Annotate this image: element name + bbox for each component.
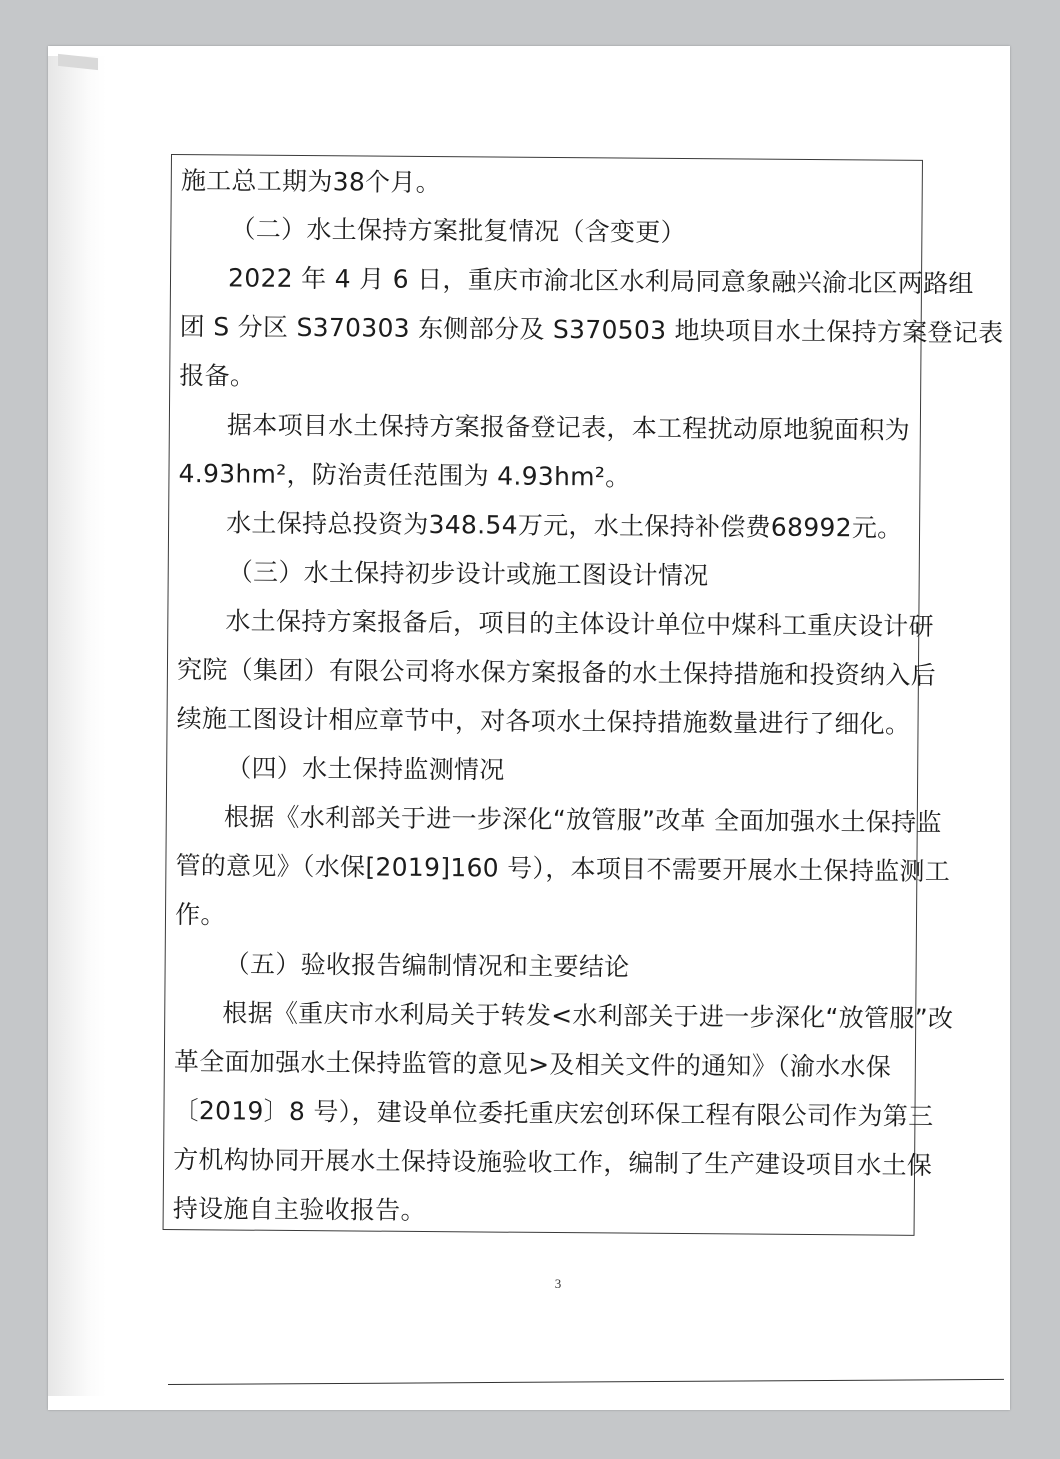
scan-bottom-edge: [168, 1379, 1004, 1385]
paragraph-line: 方机构协同开展水土保持设施验收工作，编制了生产建设项目水土保: [173, 1144, 933, 1180]
paragraph-line: 4.93hm²，防治责任范围为 4.93hm²。: [178, 458, 631, 492]
section-heading: （三）水土保持初步设计或施工图设计情况: [227, 557, 709, 591]
paragraph-line: 水土保持总投资为348.54万元，水土保持补偿费68992元。: [226, 508, 903, 543]
section-heading: （五）验收报告编制情况和主要结论: [224, 949, 630, 982]
paragraph-line: 施工总工期为38个月。: [180, 166, 442, 198]
paragraph-line: 管的意见》（水保[2019]160 号），本项目不需要开展水土保持监测工: [175, 850, 951, 887]
paragraph-line: 团 S 分区 S370303 东侧部分及 S370503 地块项目水土保持方案登记表: [179, 311, 1004, 348]
paragraph-line: 〔2019〕8 号），建设单位委托重庆宏创环保工程有限公司作为第三: [173, 1095, 934, 1131]
paragraph-line: 续施工图设计相应章节中，对各项水土保持措施数量进行了细化。: [176, 703, 911, 739]
paragraph-line: 根据《重庆市水利局关于转发<水利部关于进一步深化“放管服”改: [222, 998, 954, 1034]
paragraph-line: 水土保持方案报备后，项目的主体设计单位中煤科工重庆设计研: [225, 606, 934, 641]
paragraph-line: 究院（集团）有限公司将水保方案报备的水土保持措施和投资纳入后: [176, 654, 937, 690]
paragraph-line: 根据《水利部关于进一步深化“放管服”改革 全面加强水土保持监: [223, 802, 942, 837]
section-heading: （四）水土保持监测情况: [226, 753, 505, 785]
section-heading: （二）水土保持方案批复情况（含变更）: [230, 214, 687, 247]
paragraph-line: 持设施自主验收报告。: [172, 1193, 426, 1225]
paragraph-line: 据本项目水土保持方案报备登记表，本工程扰动原地貌面积为: [226, 410, 911, 445]
paragraph-line: 革全面加强水土保持监管的意见>及相关文件的通知》（渝水水保: [173, 1046, 892, 1082]
document-page: [48, 46, 1010, 1410]
page-number: 3: [554, 1276, 562, 1291]
paragraph-line: 报备。: [179, 360, 256, 391]
page-edge-shadow: [48, 56, 106, 1396]
paragraph-line: 2022 年 4 月 6 日，重庆市渝北区水利局同意象融兴渝北区两路组: [228, 263, 974, 299]
paragraph-line: 作。: [175, 899, 226, 930]
